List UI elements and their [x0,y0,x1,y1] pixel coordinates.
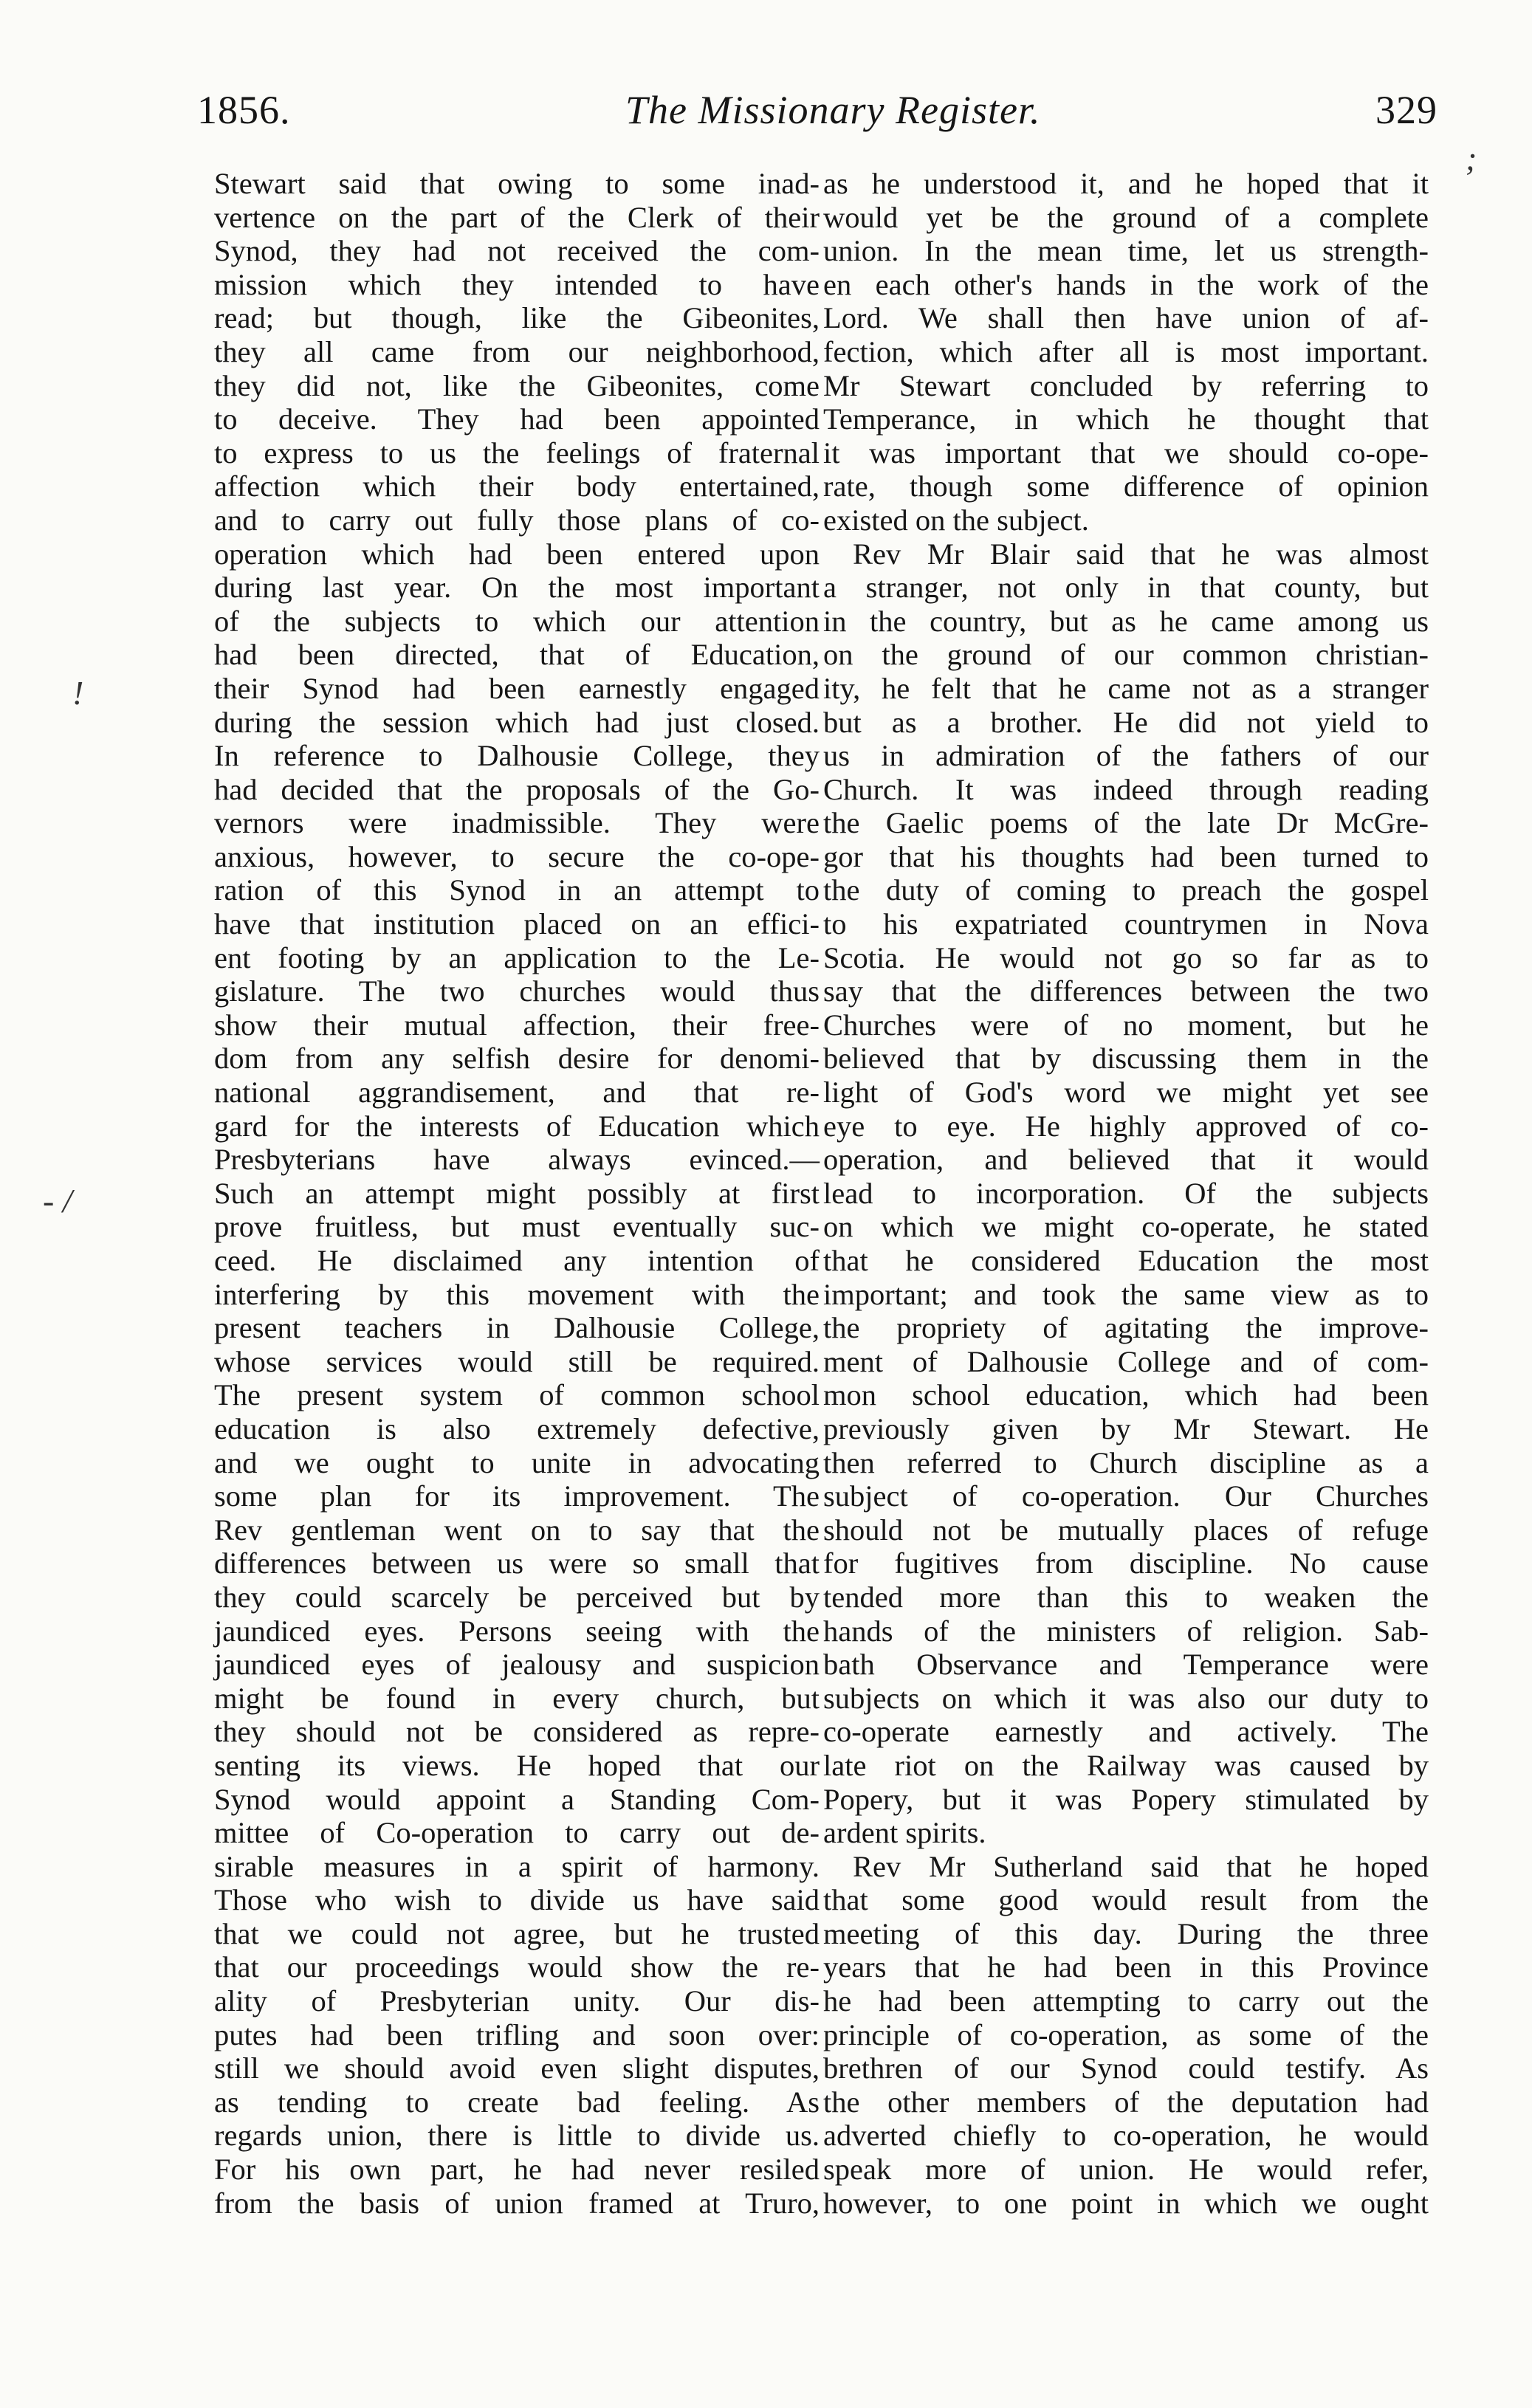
text-line: putes had been trifling and soon over: [214,2017,820,2051]
text-line: fection, which after all is most important. [823,334,1429,368]
text-line: to express to us the feelings of fraternal [214,436,820,469]
text-line: but as a brother. He did not yield to [823,705,1429,739]
text-line: on which we might co-operate, he stated [823,1210,1429,1244]
text-line: In reference to Dalhousie College, they [214,739,820,773]
text-line: Temperance, in which he thought that [823,402,1429,436]
text-line: affection which their body entertained, [214,469,820,503]
text-line: hands of the ministers of religion. Sab- [823,1614,1429,1648]
text-line: dom from any selfish desire for denomi- [214,1042,820,1076]
text-line: Mr Stewart concluded by referring to [823,368,1429,402]
text-line: the duty of coming to preach the gospel [823,873,1429,907]
text-line: of the subjects to which our attention [214,604,820,638]
text-line: differences between us were so small that [214,1547,820,1580]
text-line: Scotia. He would not go so far as to [823,940,1429,974]
text-line: prove fruitless, but must eventually suc- [214,1210,820,1244]
text-line: to his expatriated countrymen in Nova [823,907,1429,941]
text-line: Rev Mr Sutherland said that he hoped [853,1849,1429,1883]
text-line: brethren of our Synod could testify. As [823,2051,1429,2085]
text-line: should not be mutually places of refuge [823,1513,1429,1547]
header-year: 1856. [197,88,291,132]
text-line: subjects on which it was also our duty to [823,1681,1429,1715]
text-line: show their mutual affection, their free- [214,1008,820,1042]
text-line: previously given by Mr Stewart. He [823,1411,1429,1445]
text-line: Those who wish to divide us have said [214,1883,820,1917]
text-line: jaundiced eyes. Persons seeing with the [214,1614,820,1648]
text-line: they all came from our neighborhood, [214,334,820,368]
text-line: ity, he felt that he came not as a stranger [823,671,1429,705]
text-line: anxious, however, to secure the co-ope- [214,839,820,873]
text-line: vertence on the part of the Clerk of their [214,200,820,234]
text-line: might be found in every church, but [214,1681,820,1715]
page-number: 329 [1375,88,1437,132]
text-line: interfering by this movement with the [214,1277,820,1311]
text-line: bath Observance and Temperance were [823,1648,1429,1682]
text-line: operation which had been entered upon [214,537,820,571]
text-line: senting its views. He hoped that our [214,1748,820,1782]
text-line: and to carry out fully those plans of co- [214,503,820,537]
text-line: education is also extremely defective, [214,1411,820,1445]
text-line: lead to incorporation. Of the subjects [823,1176,1429,1210]
text-line: gislature. The two churches would thus [214,974,820,1008]
text-line: vernors were inadmissible. They were [214,806,820,840]
text-line: light of God's word we might yet see [823,1076,1429,1110]
text-line: Synod would appoint a Standing Com- [214,1782,820,1816]
text-line: however, to one point in which we ought [823,2186,1429,2220]
text-line: then referred to Church discipline as a [823,1445,1429,1479]
text-line: for fugitives from discipline. No cause [823,1547,1429,1580]
text-line: in the country, but as he came among us [823,604,1429,638]
text-line: union. In the mean time, let us strength- [823,234,1429,268]
text-line: us in admiration of the fathers of our [823,739,1429,773]
text-line: tended more than this to weaken the [823,1580,1429,1614]
text-line: some plan for its improvement. The [214,1479,820,1513]
text-line: from the basis of union framed at Truro, [214,2186,820,2220]
text-line: ment of Dalhousie College and of com- [823,1344,1429,1378]
text-line: jaundiced eyes of jealousy and suspicion [214,1648,820,1682]
text-line: present teachers in Dalhousie College, [214,1311,820,1345]
text-line: they did not, like the Gibeonites, come [214,368,820,402]
text-line: had been directed, that of Education, [214,638,820,672]
text-line: gard for the interests of Education which [214,1109,820,1143]
text-line: they should not be considered as repre- [214,1715,820,1749]
text-line: would yet be the ground of a complete [823,200,1429,234]
text-line: have that institution placed on an effici- [214,907,820,941]
text-line: their Synod had been earnestly engaged [214,671,820,705]
text-line: Synod, they had not received the com- [214,234,820,268]
text-line: eye to eye. He highly approved of co- [823,1109,1429,1143]
text-line: that we could not agree, but he trusted [214,1916,820,1950]
text-line: sirable measures in a spirit of harmony. [214,1849,820,1883]
text-line: rate, though some difference of opinion [823,469,1429,503]
text-line: read; but though, like the Gibeonites, [214,301,820,335]
text-line: For his own part, he had never resiled [214,2153,820,2187]
text-line: Such an attempt might possibly at first [214,1176,820,1210]
text-line: as he understood it, and he hoped that it [823,167,1429,200]
text-line: co-operate earnestly and actively. The [823,1715,1429,1749]
text-line: years that he had been in this Province [823,1950,1429,1984]
text-line: ceed. He disclaimed any intention of [214,1244,820,1277]
text-line: late riot on the Railway was caused by [823,1748,1429,1782]
text-line: it was important that we should co-ope- [823,436,1429,469]
text-line: mission which they intended to have [214,267,820,301]
text-line: adverted chiefly to co-operation, he would [823,2119,1429,2153]
text-line: and we ought to unite in advocating [214,1445,820,1479]
text-line: Rev gentleman went on to say that the [214,1513,820,1547]
text-line: had decided that the proposals of the Go- [214,772,820,806]
text-line: during last year. On the most important [214,571,820,605]
text-line: Lord. We shall then have union of af- [823,301,1429,335]
text-line: Rev Mr Blair said that he was almost [853,537,1429,571]
margin-mark-3: ; [1466,140,1477,177]
text-line: The present system of common school [214,1378,820,1412]
text-line: Stewart said that owing to some inad- [214,167,820,200]
text-line: Churches were of no moment, but he [823,1008,1429,1042]
text-line: regards union, there is little to divide us. [214,2119,820,2153]
text-line: operation, and believed that it would [823,1143,1429,1177]
text-line: the Gaelic poems of the late Dr McGre- [823,806,1429,840]
text-line: en each other's hands in the work of the [823,267,1429,301]
text-line: mon school education, which had been [823,1378,1429,1412]
text-line: still we should avoid even slight disputes, [214,2051,820,2085]
text-line: meeting of this day. During the three [823,1916,1429,1950]
text-line: a stranger, not only in that county, but [823,571,1429,605]
text-line: whose services would still be required. [214,1344,820,1378]
margin-mark-2: - / [43,1182,72,1220]
text-line: gor that his thoughts had been turned to [823,839,1429,873]
text-line: Popery, but it was Popery stimulated by [823,1782,1429,1816]
running-header [197,87,1437,146]
text-line: national aggrandisement, and that re- [214,1076,820,1110]
text-line: the propriety of agitating the improve- [823,1311,1429,1345]
text-line: mittee of Co-operation to carry out de- [214,1816,820,1850]
text-line: on the ground of our common christian- [823,638,1429,672]
text-line: existed on the subject. [823,503,1089,537]
left-text-column [214,167,820,2220]
text-line: Presbyterians have always evinced.— [214,1143,820,1177]
text-line: that some good would result from the [823,1883,1429,1917]
text-line: ent footing by an application to the Le- [214,940,820,974]
text-line: speak more of union. He would refer, [823,2153,1429,2187]
text-line: they could scarcely be perceived but by [214,1580,820,1614]
text-line: as tending to create bad feeling. As [214,2085,820,2119]
text-line: to deceive. They had been appointed [214,402,820,436]
text-line: ardent spirits. [823,1816,986,1850]
text-line: Church. It was indeed through reading [823,772,1429,806]
text-line: important; and took the same view as to [823,1277,1429,1311]
text-line: say that the differences between the two [823,974,1429,1008]
margin-mark-1: ! [72,674,84,712]
text-line: ality of Presbyterian unity. Our dis- [214,1984,820,2018]
text-line: subject of co-operation. Our Churches [823,1479,1429,1513]
text-line: during the session which had just closed. [214,705,820,739]
journal-title: The Missionary Register. [625,88,1041,132]
text-line: that he considered Education the most [823,1244,1429,1277]
right-text-column [823,167,1429,2220]
text-line: that our proceedings would show the re- [214,1950,820,1984]
text-line: ration of this Synod in an attempt to [214,873,820,907]
text-line: he had been attempting to carry out the [823,1984,1429,2018]
text-line: principle of co-operation, as some of the [823,2017,1429,2051]
text-line: the other members of the deputation had [823,2085,1429,2119]
text-line: believed that by discussing them in the [823,1042,1429,1076]
